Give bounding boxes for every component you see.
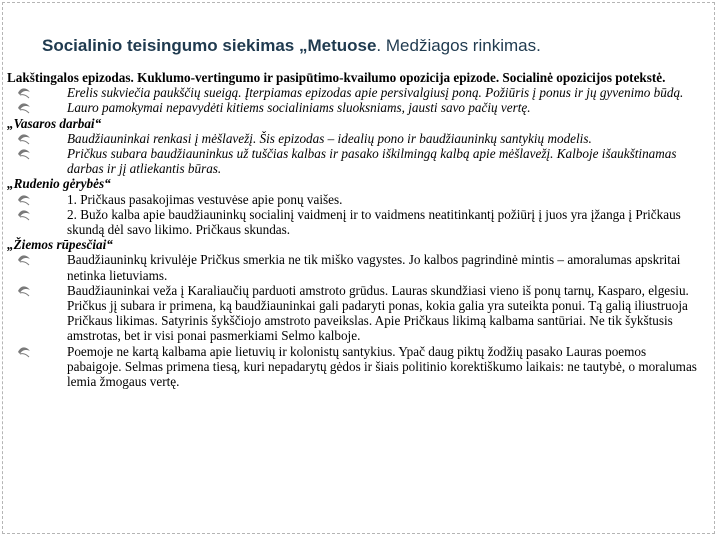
bullet-item [7,344,707,390]
section-heading: „Vasaros darbai“ [7,115,102,131]
section-heading: „Rudenio gėrybės“ [7,176,111,192]
bullet-item [7,100,707,115]
fleuron-bullet-icon [17,253,31,266]
bullet-text: Poemoje ne kartą kalbama apie lietuvių ir kolonistų santykius. Ypač daug piktų žodžių pasako Lauras poemos pabaigoje. Selmas primena tiesą, kuri nepadarytų gėdos ir šiais politinio korektiškumo laikais: ne tautybė, o moralumas lemia žmogaus vertę. [67,343,697,390]
bullet-text: Erelis sukviečia paukščių sueigą. Įterpiamas epizodas apie persivalgiusį poną. Požiūris į ponus ir jų gyvenimo būdą. [67,85,684,101]
bullet-item [7,207,707,237]
bullet-item [7,146,707,176]
intro-paragraph: Lakštingalos epizodas. Kuklumo-vertingumo ir pasipūtimo-kvailumo opozicija epizode. Socialinė opozicijos potekstė. [7,70,666,85]
bullet-item [7,192,707,207]
title-bold-part: Socialinio teisingumo siekimas „Metuose [42,36,377,55]
bullet-text: 2. Bužo kalba apie baudžiauninkų socialinį vaidmenį ir to vaidmens neatitinkantį požiūrį į juos yra įžanga į Pričkaus skundą dėl savo likimo. Pričkaus skundas. [67,206,681,238]
fleuron-bullet-icon [17,208,31,221]
fleuron-bullet-icon [17,284,31,297]
title-normal-part: . Medžiagos rinkimas. [376,36,541,55]
fleuron-bullet-icon [17,101,31,114]
section-heading: „Žiemos rūpesčiai“ [7,237,113,253]
fleuron-bullet-icon [17,193,31,206]
bullet-item [7,252,707,282]
bullet-item [7,131,707,146]
fleuron-bullet-icon [17,86,31,99]
fleuron-bullet-icon [17,345,31,358]
slide-body [7,70,707,389]
bullet-item [7,85,707,100]
bullet-text: Baudžiauninkai veža į Karaliaučių parduoti amstroto grūdus. Lauras skundžiasi vieno iš ponų tarnų, Kasparo, elgesiu. Pričkus jį subara ir primena, ką baudžiauninkai gali padaryti ponas, kokia galia yra suteikta ponui. Tą galią iliustruoja Pričkaus likimas. Satyrinis šykščiojo amstroto paveikslas. Apie Pričkaus likimą kalbama santūriai. Ne tik šykštusis amstrotas, bet ir visi ponai pasmerkiami Selmo kalboje. [67,282,689,344]
bullet-text: Baudžiauninkai renkasi į mėšlavežį. Šis epizodas – idealių pono ir baudžiauninkų santykių modelis. [67,130,592,146]
bullet-text: Lauro pamokymai nepavydėti kitiems socialiniams sluoksniams, jausti savo pačių vertę. [67,100,531,116]
bullet-text: Baudžiauninkų krivulėje Pričkus smerkia ne tik miško vagystes. Jo kalbos pagrindinė mintis – amoralumas apskritai netinka lietuviams. [67,252,681,283]
bullet-text: Pričkus subara baudžiauninkus už tuščias kalbas ir pasako iškilmingą kalbą apie mėšlavežį. Kalboje išaukštinamas darbas ir jį atliekantis būras. [67,146,677,177]
bullet-item [7,283,707,344]
section-vasaros-darbai [7,116,707,177]
fleuron-bullet-icon [17,147,31,160]
section-rudenio-gerybes [7,176,707,237]
bullet-text: 1. Pričkaus pasakojimas vestuvėse apie ponų vaišes. [67,191,343,207]
fleuron-bullet-icon [17,132,31,145]
section-1 [7,85,707,115]
section-ziemos-rupesciai [7,237,707,389]
slide-title [42,36,712,56]
